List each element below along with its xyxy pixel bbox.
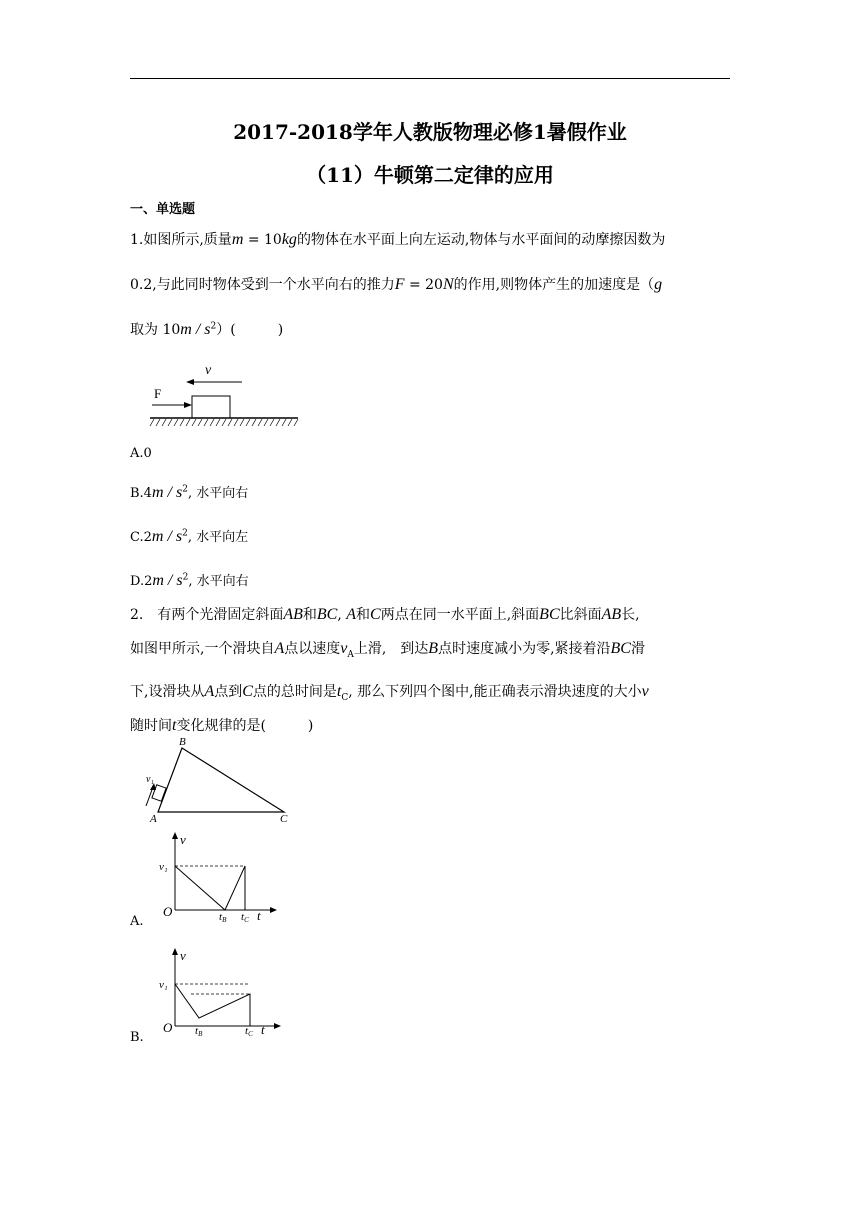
- q1-block-figure: [150, 360, 300, 435]
- q2-incline-figure: [138, 734, 293, 824]
- q2-graph-option-a: [155, 830, 280, 924]
- q2-line-2: 如图甲所示,一个滑块自A点以速度$v_A$上滑, 到达B点时速度减小为零,紧接着沿BC滑: [130, 640, 645, 660]
- point-c-label: C: [280, 813, 288, 825]
- svg-text:O: O: [163, 904, 173, 919]
- q1-line-3: 取为 $10m / s^2$）( ): [130, 321, 284, 338]
- q2-line-3: 下,设滑块从A点到C点的总时间是$t_C$, 那么下列四个图中,能正确表示滑块速度的大小v: [130, 683, 649, 703]
- header-rule: [130, 78, 730, 79]
- svg-text:v: v: [180, 832, 186, 847]
- svg-text:tC: tC: [245, 1025, 253, 1038]
- page-title: 2017-2018学年人教版物理必修1暑假作业: [233, 120, 627, 144]
- q2-graph-option-b: [155, 946, 285, 1036]
- section-heading: 一、单选题: [130, 202, 196, 217]
- svg-text:v: v: [180, 948, 186, 963]
- q1-option-b[interactable]: $B.4m / s^2$, 水平向右: [130, 484, 249, 501]
- velocity-label: v: [205, 363, 212, 378]
- q2-option-b[interactable]: B.: [130, 1030, 144, 1045]
- svg-text:tB: tB: [219, 911, 227, 924]
- svg-text:tC: tC: [241, 911, 249, 924]
- q1-line-2: 0.2,与此同时物体受到一个水平向右的推力F = 20N的作用,则物体产生的加速度是（g: [130, 276, 663, 293]
- q1-option-a[interactable]: A.0: [130, 446, 152, 461]
- q2-option-a[interactable]: A.: [130, 914, 144, 929]
- svg-text:O: O: [163, 1020, 173, 1035]
- point-b-label: B: [179, 736, 186, 748]
- v1-label: v₁: [146, 774, 154, 785]
- q1-option-d[interactable]: $D.2m / s^2$, 水平向右: [130, 572, 249, 589]
- q1-line-1: 1.如图所示,质量m = 10kg的物体在水平面上向左运动,物体与水平面间的动摩擦因数为: [130, 231, 666, 248]
- q2-line-1: 2. 有两个光滑固定斜面AB和BC, A和C两点在同一水平面上,斜面BC比斜面AB长,: [130, 606, 640, 623]
- page-subtitle: （11）牛顿第二定律的应用: [306, 163, 554, 187]
- block: [192, 396, 230, 418]
- svg-text:v₁: v₁: [159, 861, 168, 873]
- svg-text:t: t: [261, 1022, 265, 1037]
- q2-line-4: 随时间t变化规律的是( ): [130, 717, 314, 734]
- q1-option-c[interactable]: $C.2m / s^2$, 水平向左: [130, 528, 249, 545]
- svg-text:v₁: v₁: [159, 979, 168, 991]
- svg-text:t: t: [257, 908, 261, 923]
- point-a-label: A: [150, 813, 157, 825]
- force-label: F: [154, 386, 162, 401]
- svg-text:tB: tB: [195, 1025, 203, 1038]
